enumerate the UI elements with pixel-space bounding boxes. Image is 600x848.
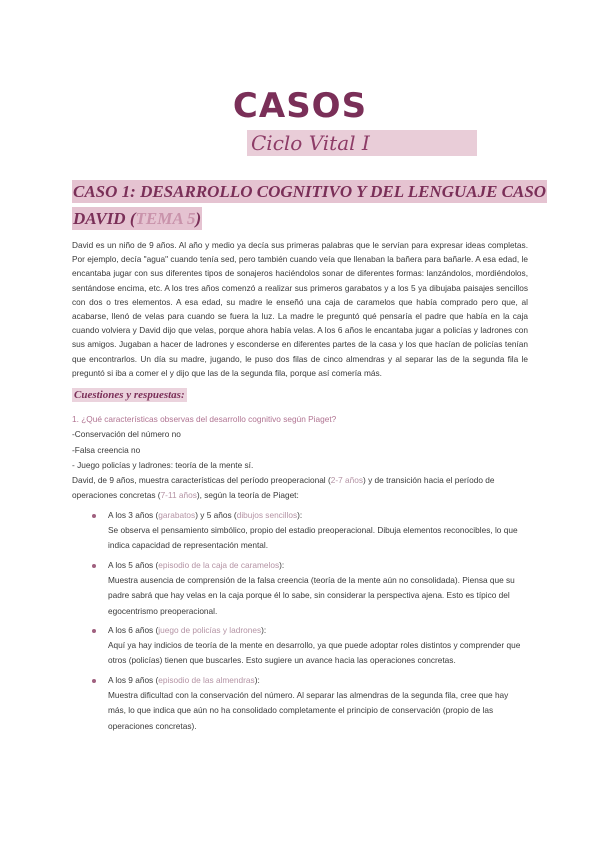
- answer-line: -Conservación del número no: [72, 429, 181, 440]
- age-label: ):: [261, 624, 267, 635]
- summary-range: 7-11 años: [160, 490, 197, 501]
- age-label: ):: [254, 674, 260, 685]
- question-1: 1. ¿Qué características observas del desarrollo cognitivo según Piaget?: [72, 414, 337, 424]
- age-item: [92, 673, 528, 734]
- age-item: [92, 623, 528, 669]
- age-label: ) y 5 años (: [195, 509, 237, 520]
- summary-text: ) y de transición hacia el período de operaciones concretas (: [72, 475, 495, 501]
- bullet-icon: [92, 629, 96, 633]
- age-label: ):: [297, 509, 303, 520]
- case-heading-close: ): [195, 209, 202, 228]
- age-description: Se observa el pensamiento simbólico, propio del estadio preoperacional. Dibuja elementos reconocibles, lo que indica capacidad de representación mental.: [108, 525, 518, 551]
- case-heading-line2: [72, 207, 202, 230]
- age-note: garabatos: [158, 509, 196, 520]
- bullet-icon: [92, 679, 96, 683]
- summary-range: 2-7 años: [330, 475, 364, 486]
- page-subtitle: Ciclo Vital I: [247, 130, 477, 156]
- answer-line: - Juego policías y ladrones: teoría de la mente sí.: [72, 459, 254, 470]
- age-description: Muestra dificultad con la conservación del número. Al separar las almendras de la segunda fila, cree que hay más, lo que indica que aún no ha consolidado completamente el principio de conservación (propio de las operaciones concretas).: [108, 690, 509, 731]
- age-description: Muestra ausencia de comprensión de la falsa creencia (teoría de la mente aún no consolidada). Piensa que su padre sabrá que hay velas en la caja porque él lo sabe, sin considerar la perspectiva ajena. Esto es típico del egocentrismo preoperacional.: [108, 574, 515, 616]
- age-label: A los 6 años (: [108, 624, 159, 635]
- age-label: A los 5 años (: [108, 559, 159, 570]
- case-intro-paragraph: David es un niño de 9 años. Al año y medio ya decía sus primeras palabras que le servían para expresar ideas completas. Por ejemplo, decía "agua" cuando tenía sed, pero también cuando veía que llenaban la bañera para bañarle. A esa edad, le encantaba jugar con sus diferentes tipos de sonajeros haciéndolos sonar de diferentes formas: lanzándolos, mordiéndolos, sentándose encima, etc. A los tres años comenzó a realizar sus primeros garabatos y a los 5 ya dibujaba paisajes sencillos con dos o tres elementos. A esa edad, su madre le enseñó una caja de caramelos que había comprado pero que, al acabarse, llenó de velas para cuando se fuera la luz. La madre le preguntó qué pensaría el padre que había en la caja cuando volviera y David dijo que velas, porque ahora había velas. A los 6 años le encantaba jugar a policías y ladrones con sus amigos. Jugaban a hacer de ladrones y esconderse en diferentes partes de la casa y los que hacían de policías tenían que encontrarlos. Un día su madre, jugando, le puso dos filas de cinco almendras y al separar las de la segunda fila le preguntó si iba a comer el y dijo que las de la segunda fila, porque así comería más.: [72, 240, 528, 378]
- page-title: CASOS: [232, 86, 368, 126]
- age-note: juego de policías y ladrones: [158, 624, 262, 635]
- case-heading-tema: TEMA 5: [135, 209, 196, 228]
- age-list: [72, 508, 528, 734]
- age-note: episodio de la caja de caramelos: [158, 559, 280, 570]
- age-description: Aquí ya hay indicios de teoría de la mente en desarrollo, ya que puede adoptar roles distintos y comprender que otros (policías) tienen que buscarles. Esto sugiere un avance hacia las operaciones concretas.: [108, 640, 521, 666]
- summary-paragraph: [72, 473, 528, 504]
- answer-line: -Falsa creencia no: [72, 444, 141, 455]
- age-item: [92, 558, 528, 619]
- age-label: A los 3 años (: [108, 509, 159, 520]
- age-label: ):: [279, 559, 285, 570]
- summary-text: ), según la teoría de Piaget:: [196, 490, 299, 501]
- case-heading-line1: CASO 1: DESARROLLO COGNITIVO Y DEL LENGUAJE CASO: [73, 182, 547, 201]
- age-note: dibujos sencillos: [236, 509, 298, 520]
- answers-section: [72, 412, 528, 738]
- age-item: [92, 508, 528, 554]
- age-note: episodio de las almendras: [158, 674, 255, 685]
- summary-text: David, de 9 años, muestra características del período preoperacional (: [72, 475, 331, 486]
- bullet-icon: [92, 514, 96, 518]
- case-heading: [72, 178, 547, 232]
- questions-heading: Cuestiones y respuestas:: [74, 389, 185, 401]
- case-heading-name: DAVID (: [73, 209, 136, 228]
- bullet-icon: [92, 564, 96, 568]
- age-label: A los 9 años (: [108, 674, 159, 685]
